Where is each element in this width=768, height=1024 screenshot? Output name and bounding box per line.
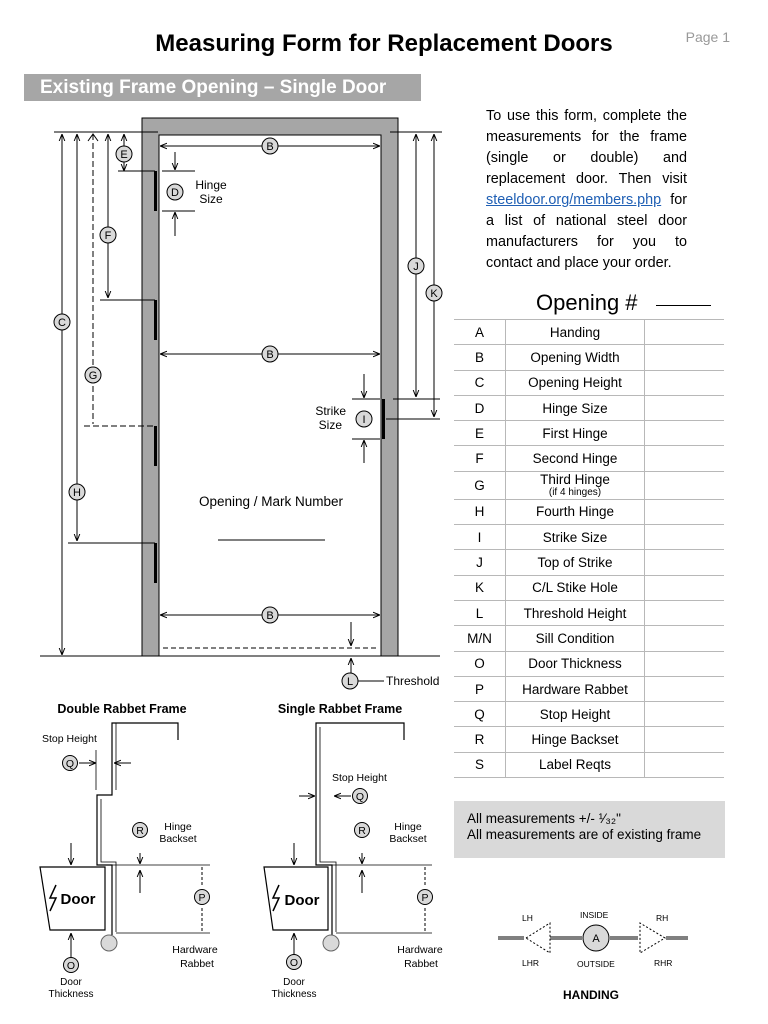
single-rabbet-title: Single Rabbet Frame [277, 702, 403, 716]
code-letter: G [454, 471, 506, 499]
code-letter: H [454, 499, 506, 524]
handing-inside: INSIDE [580, 910, 609, 920]
double-door-thickness-2: Thickness [48, 989, 94, 1000]
handing-center-label: A [592, 933, 600, 945]
single-label-q: Q [355, 791, 365, 803]
single-hinge-backset-2: Backset [389, 833, 427, 845]
single-hinge-knuckle [323, 935, 339, 951]
double-rabbet-frame [40, 702, 218, 1000]
code-description-text: Door Thickness [528, 656, 622, 672]
code-description-text: Third Hinge [540, 471, 610, 487]
double-hardware-rabbet-1: Hardware [172, 944, 218, 956]
label-i: I [362, 414, 366, 426]
intro-text-after: for a list of national steel door manufacturers for you to contact and place your order. [486, 192, 687, 271]
code-description-text: First Hinge [542, 425, 608, 441]
strike-size-label-2: Size [318, 418, 342, 432]
double-rabbet-title: Double Rabbet Frame [57, 702, 187, 716]
code-description-text: Strike Size [542, 529, 608, 545]
frame-elevation [40, 118, 442, 689]
code-description-text: Top of Strike [537, 555, 613, 571]
code-letter: J [454, 550, 506, 575]
double-label-r: R [136, 825, 144, 837]
code-description-text: Opening Height [528, 375, 622, 391]
hinge-1 [154, 171, 157, 211]
single-label-p: P [421, 892, 429, 904]
double-hinge-backset-2: Backset [159, 833, 197, 845]
double-label-q: Q [65, 758, 75, 770]
opening-label-text: Opening # [536, 290, 638, 315]
code-description-text: Hardware Rabbet [522, 681, 628, 697]
label-l: L [346, 676, 354, 688]
code-description-text: Handing [549, 324, 601, 340]
hinge-size-label-2: Size [199, 192, 223, 206]
label-j: J [413, 261, 419, 273]
page-number: Page 1 [685, 29, 730, 45]
note-existing-frame: All measurements are of existing frame [467, 827, 702, 842]
hinge-size-label-1: Hinge [195, 178, 227, 192]
code-letter: M/N [454, 626, 506, 651]
label-e: E [120, 149, 128, 161]
label-b-bottom: B [266, 610, 274, 622]
double-label-o: O [66, 960, 76, 972]
double-hinge-knuckle [101, 935, 117, 951]
code-description-text: Stop Height [539, 706, 611, 722]
code-letter: C [454, 370, 506, 395]
note-tolerance: All measurements +/- ¹⁄₃₂" [467, 811, 621, 826]
label-c: C [58, 317, 66, 329]
strike-plate [382, 399, 385, 439]
double-hardware-rabbet-2: Rabbet [180, 958, 214, 970]
code-letter: L [454, 600, 506, 625]
code-description-text: Second Hinge [532, 451, 618, 467]
double-stop-height-label: Stop Height [42, 733, 97, 745]
single-stop-height-label: Stop Height [332, 772, 387, 784]
single-hardware-rabbet-2: Rabbet [404, 958, 438, 970]
code-description-text: Opening Width [530, 349, 620, 365]
handing-diagram [498, 910, 688, 1002]
code-description-text: Label Reqts [538, 757, 612, 773]
section-heading: Existing Frame Opening – Single Door [24, 74, 421, 101]
double-hinge-backset-1: Hinge [164, 821, 192, 833]
code-letter: O [454, 651, 506, 676]
single-label-o: O [289, 957, 299, 969]
handing-rh: RH [656, 913, 669, 923]
frame-opening [159, 135, 381, 656]
label-k: K [430, 288, 438, 300]
code-description-text: Sill Condition [535, 630, 615, 646]
code-description-text: Threshold Height [523, 605, 627, 621]
code-description-text: Hinge Backset [531, 732, 619, 748]
code-letter: Q [454, 702, 506, 727]
hinge-2 [154, 300, 157, 340]
hinge-4 [154, 543, 157, 583]
code-description-text: C/L Stike Hole [532, 580, 618, 596]
code-letter: D [454, 395, 506, 420]
members-link[interactable]: steeldoor.org/members.php [486, 192, 662, 208]
code-letter: B [454, 345, 506, 370]
single-hardware-rabbet-1: Hardware [397, 944, 443, 956]
single-rabbet-frame [264, 702, 443, 1000]
label-f: F [104, 230, 112, 242]
handing-outside: OUTSIDE [577, 959, 615, 969]
hinge-3 [154, 426, 157, 466]
label-b-mid: B [266, 349, 274, 361]
handing-lhr: LHR [522, 958, 540, 968]
opening-mark-label: Opening / Mark Number [198, 494, 344, 509]
label-g: G [88, 370, 98, 382]
strike-size-label-1: Strike [315, 404, 346, 418]
code-letter: S [454, 752, 506, 777]
code-description-text: Hinge Size [542, 400, 608, 416]
code-description-text: Fourth Hinge [535, 504, 615, 520]
handing-title: HANDING [563, 988, 619, 1002]
single-hinge-backset-1: Hinge [394, 821, 422, 833]
code-letter: I [454, 525, 506, 550]
double-label-p: P [198, 892, 206, 904]
single-door-thickness-1: Door [283, 977, 305, 988]
label-b-top: B [266, 141, 274, 153]
single-door-thickness-2: Thickness [271, 989, 317, 1000]
code-letter: K [454, 575, 506, 600]
code-letter: E [454, 421, 506, 446]
label-d: D [171, 187, 179, 199]
handing-rhr: RHR [654, 958, 673, 968]
handing-lh: LH [522, 913, 533, 923]
code-letter: R [454, 727, 506, 752]
double-door-label: Door [60, 891, 96, 908]
code-letter: P [454, 676, 506, 701]
intro-text-before: To use this form, complete the measurements for the frame (single or double) and replacement door. Then visit [486, 108, 687, 187]
page-title: Measuring Form for Replacement Doors [155, 30, 613, 57]
threshold-label: Threshold [386, 674, 440, 688]
double-door-thickness-1: Door [60, 977, 82, 988]
single-label-r: R [358, 825, 366, 837]
label-h: H [73, 487, 81, 499]
single-door-label: Door [284, 892, 320, 909]
code-letter: A [454, 320, 506, 345]
code-description-note: (if 4 hinges) [548, 486, 602, 498]
code-letter: F [454, 446, 506, 471]
